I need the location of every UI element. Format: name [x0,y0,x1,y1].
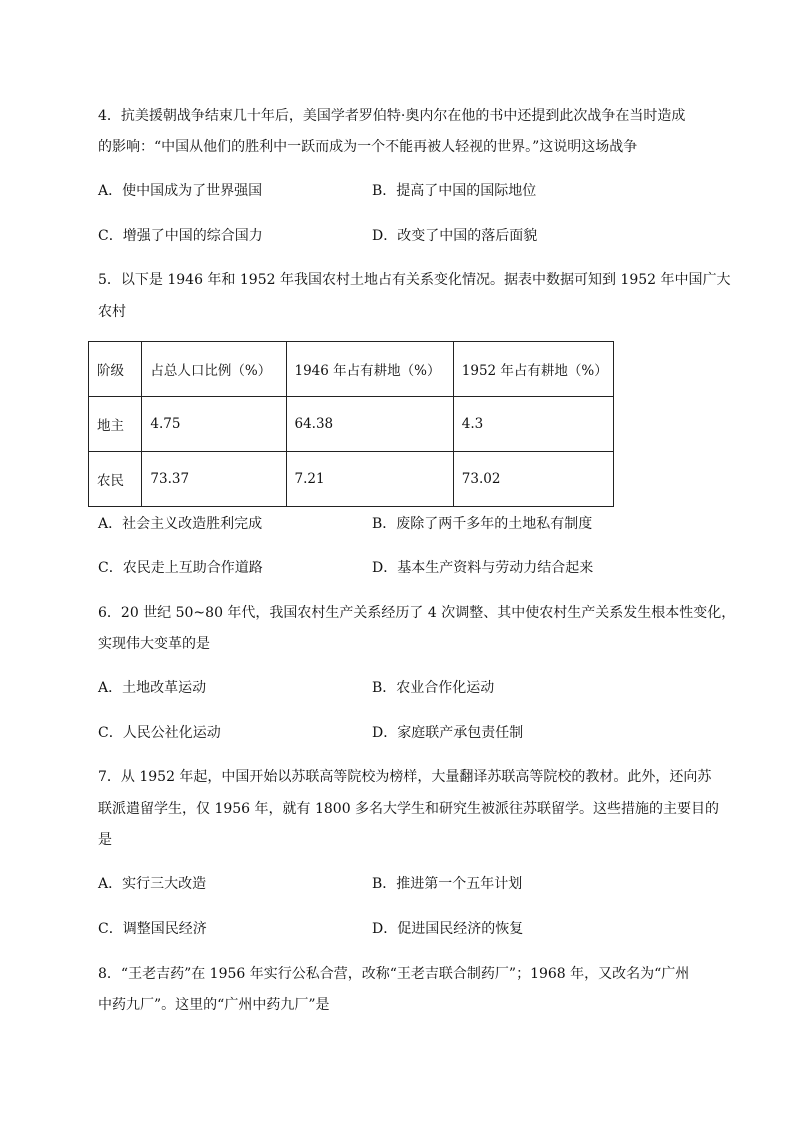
q4-option-a: A．使中国成为了世界强国 [98,183,263,199]
q4-option-b: B．提高了中国的国际地位 [372,183,537,199]
table-cell: 73.37 [142,452,286,507]
q5-option-c: C．农民走上互助合作道路 [98,560,263,576]
q6-option-a: A．土地改革运动 [98,680,207,696]
q7-line-2: 联派遣留学生，仅 1956 年，就有 1800 多名大学生和研究生被派往苏联留学。这些措施的主要目的 [98,801,720,817]
q7-option-c: C．调整国民经济 [98,921,207,937]
q6-option-b: B．农业合作化运动 [372,680,495,696]
table-header-cell: 1952 年占有耕地（%） [453,342,613,397]
q5-line-2: 农村 [98,304,126,320]
q8-line-2: 中药九厂”。这里的“广州中药九厂”是 [98,997,330,1013]
q4-line-2: 的影响：“中国从他们的胜利中一跃而成为一个不能再被人轻视的世界。”这说明这场战争 [98,139,638,155]
table-row [89,397,614,452]
q5-option-d: D．基本生产资料与劳动力结合起来 [372,560,594,576]
table-cell: 4.3 [453,397,613,452]
q4-line-1: 4．抗美援朝战争结束几十年后，美国学者罗伯特·奥内尔在他的书中还提到此次战争在当时造成 [98,108,686,124]
q5-option-b: B．废除了两千多年的土地私有制度 [372,516,593,532]
table-cell: 73.02 [453,452,613,507]
q7-option-b: B．推进第一个五年计划 [372,876,523,892]
table-cell: 4.75 [142,397,286,452]
table-cell: 64.38 [286,397,453,452]
q7-line-3: 是 [98,832,112,848]
q5-option-a: A．社会主义改造胜利完成 [98,516,263,532]
q6-option-d: D．家庭联产承包责任制 [372,725,524,741]
land-ownership-table [88,341,614,507]
table-cell: 农民 [89,452,142,507]
q4-option-c: C．增强了中国的综合国力 [98,228,263,244]
q6-line-2: 实现伟大变革的是 [98,636,210,652]
q7-option-d: D．促进国民经济的恢复 [372,921,524,937]
table-cell: 地主 [89,397,142,452]
q8-line-1: 8．“王老吉药”在 1956 年实行公私合营，改称“王老吉联合制药厂”；1968 年，又改名为“广州 [98,966,690,982]
table-row [89,452,614,507]
q7-option-a: A．实行三大改造 [98,876,207,892]
q6-option-c: C．人民公社化运动 [98,725,221,741]
table-header-cell: 占总人口比例（%） [142,342,286,397]
table-header-row [89,342,614,397]
q5-line-1: 5．以下是 1946 年和 1952 年我国农村土地占有关系变化情况。据表中数据可知到 1952 年中国广大 [98,272,731,288]
q4-option-d: D．改变了中国的落后面貌 [372,228,538,244]
table-header-cell: 阶级 [89,342,142,397]
q7-line-1: 7．从 1952 年起，中国开始以苏联高等院校为榜样，大量翻译苏联高等院校的教材。此外，还向苏 [98,769,712,785]
table-cell: 7.21 [286,452,453,507]
table-header-cell: 1946 年占有耕地（%） [286,342,453,397]
q6-line-1: 6．20 世纪 50~80 年代，我国农村生产关系经历了 4 次调整、其中使农村生产关系发生根本性变化， [98,605,736,621]
